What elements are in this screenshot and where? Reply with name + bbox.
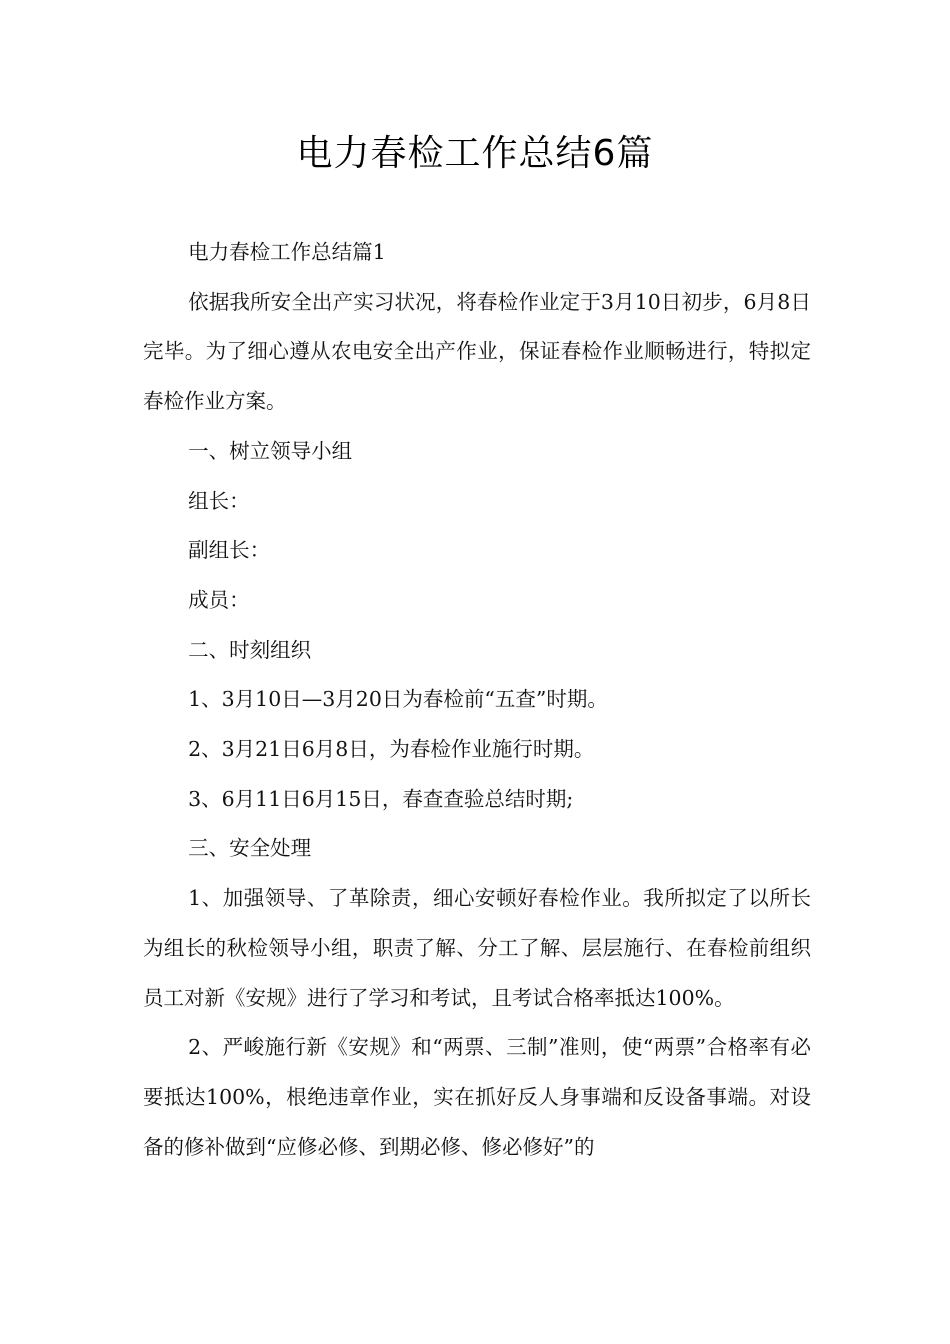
- list-item: 成员：: [188, 587, 250, 612]
- document-title: 电力春检工作总结6篇: [296, 133, 654, 174]
- body-paragraph: 2、严峻施行新《安规》和“两票、三制”准则，使“两票”合格率有必要抵达100%，根绝违章作业，实在抓好反人身事端和反设备事端。对设备的修补做到“应修必修、到期必修、修必修好”的: [143, 1035, 811, 1159]
- body-paragraph: 依据我所安全出产实习状况，将春检作业定于3月10日初步，6月8日完毕。为了细心遵从农电安全出产作业，保证春检作业顺畅进行，特拟定春检作业方案。: [143, 289, 811, 414]
- section-heading: 三、安全处理: [188, 836, 312, 861]
- section-heading: 电力春检工作总结篇1: [188, 240, 386, 264]
- list-item: 副组长：: [188, 538, 271, 563]
- body-paragraph: 1、加强领导、了革除责，细心安顿好春检作业。我所拟定了以所长为组长的秋检领导小组，职责了解、分工了解、层层施行、在春检前组织员工对新《安规》进行了学习和考试，且考试合格率抵达100%。: [143, 886, 811, 1010]
- document-body: [143, 228, 811, 1172]
- list-item: 3、6月11日6月15日，春查查验总结时期;: [188, 786, 574, 811]
- list-item: 1、3月10日—3月20日为春检前“五查”时期。: [188, 687, 608, 712]
- section-heading: 一、树立领导小组: [188, 438, 353, 463]
- list-item: 组长：: [188, 488, 250, 513]
- list-item: 2、3月21日6月8日，为春检作业施行时期。: [188, 737, 595, 762]
- section-heading: 二、时刻组织: [188, 637, 312, 662]
